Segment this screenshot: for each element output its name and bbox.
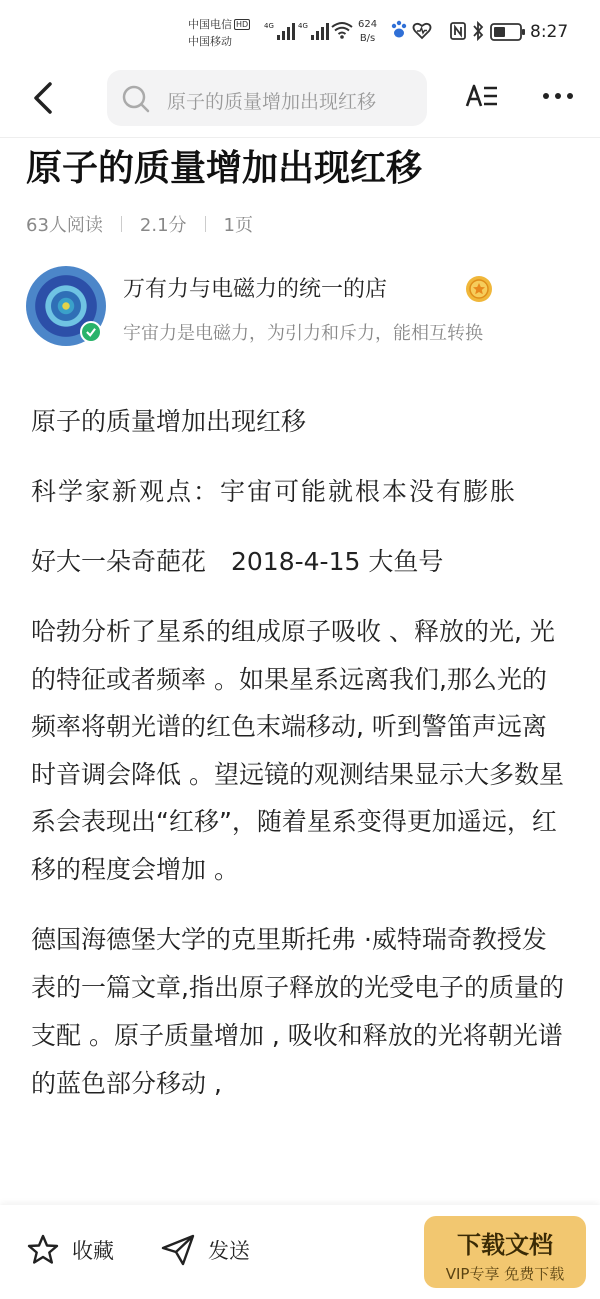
- rating: 2.1分: [139, 215, 187, 236]
- more-icon[interactable]: [540, 78, 576, 114]
- read-count: 63人阅读: [26, 215, 103, 236]
- share-label: 发送: [208, 1239, 250, 1263]
- download-sublabel: VIP专享 免费下载: [445, 1265, 565, 1283]
- download-label: 下载文档: [457, 1231, 553, 1259]
- clock: 8:27: [530, 22, 569, 42]
- shop-name[interactable]: 万有力与电磁力的统一的店: [123, 277, 388, 302]
- paragraph: 哈勃分析了星系的组成原子吸收 、释放的光, 光的特征或者频率 。如果星系远离我们,那么光的频率将朝光谱的红色末端移动, 听到警笛声远离时音调会降低 。望远镜的观测结果显示大多数星系会表现出“红移”，随着星系变得更加遥远，红移的程度会增加 。: [31, 617, 564, 884]
- divider: [205, 216, 206, 232]
- favorite-button[interactable]: [26, 1233, 114, 1267]
- reader-mode-icon[interactable]: [464, 78, 500, 114]
- paw-icon: [390, 20, 408, 40]
- star-icon: [26, 1233, 60, 1267]
- search-icon: [121, 84, 151, 114]
- document-title: 原子的质量增加出现红移: [26, 148, 423, 189]
- top-nav-bar: [0, 66, 600, 138]
- search-bar[interactable]: [107, 70, 427, 126]
- signal-icon: 4G: [298, 22, 329, 40]
- bluetooth-icon: [472, 20, 484, 42]
- nfc-icon: [450, 22, 466, 40]
- heart-icon: [412, 22, 432, 40]
- carrier-1: 中国电信: [188, 18, 232, 31]
- document-meta: [26, 211, 253, 237]
- signal-icon: 4G: [264, 22, 295, 40]
- divider: [121, 216, 122, 232]
- hd-badge: HD: [236, 20, 249, 29]
- bottom-action-bar: [0, 1205, 600, 1299]
- network-speed: 624 B/s: [358, 19, 378, 44]
- paragraph: 德国海德堡大学的克里斯托弗 ·威特瑞奇教授发表的一篇文章,指出原子释放的光受电子的质量的支配 。原子质量增加 , 吸收和释放的光将朝光谱的蓝色部分移动 ,: [31, 924, 564, 1098]
- download-button[interactable]: [424, 1216, 586, 1288]
- share-button[interactable]: [160, 1233, 250, 1267]
- verified-icon: [80, 321, 102, 343]
- wifi-icon: [330, 20, 354, 40]
- send-icon: [160, 1233, 196, 1267]
- shop-description: 宇宙力是电磁力，为引力和斥力，能相互转换: [123, 323, 483, 344]
- page-count: 1页: [223, 215, 253, 236]
- paragraph: 好大一朵奇葩花 2018-4-15 大鱼号: [31, 547, 444, 576]
- carrier-info: [188, 16, 250, 50]
- article-body: [31, 398, 571, 1130]
- paragraph: 科学家新观点：宇宙可能就根本没有膨胀: [31, 477, 518, 506]
- medal-icon: [464, 274, 494, 304]
- status-bar: [0, 0, 600, 66]
- battery-icon: [490, 23, 526, 41]
- back-icon[interactable]: [26, 78, 62, 118]
- carrier-2: 中国移动: [188, 35, 232, 48]
- paragraph: 原子的质量增加出现红移: [31, 407, 307, 436]
- search-placeholder: 原子的质量增加出现红移: [167, 91, 377, 113]
- favorite-label: 收藏: [72, 1239, 114, 1263]
